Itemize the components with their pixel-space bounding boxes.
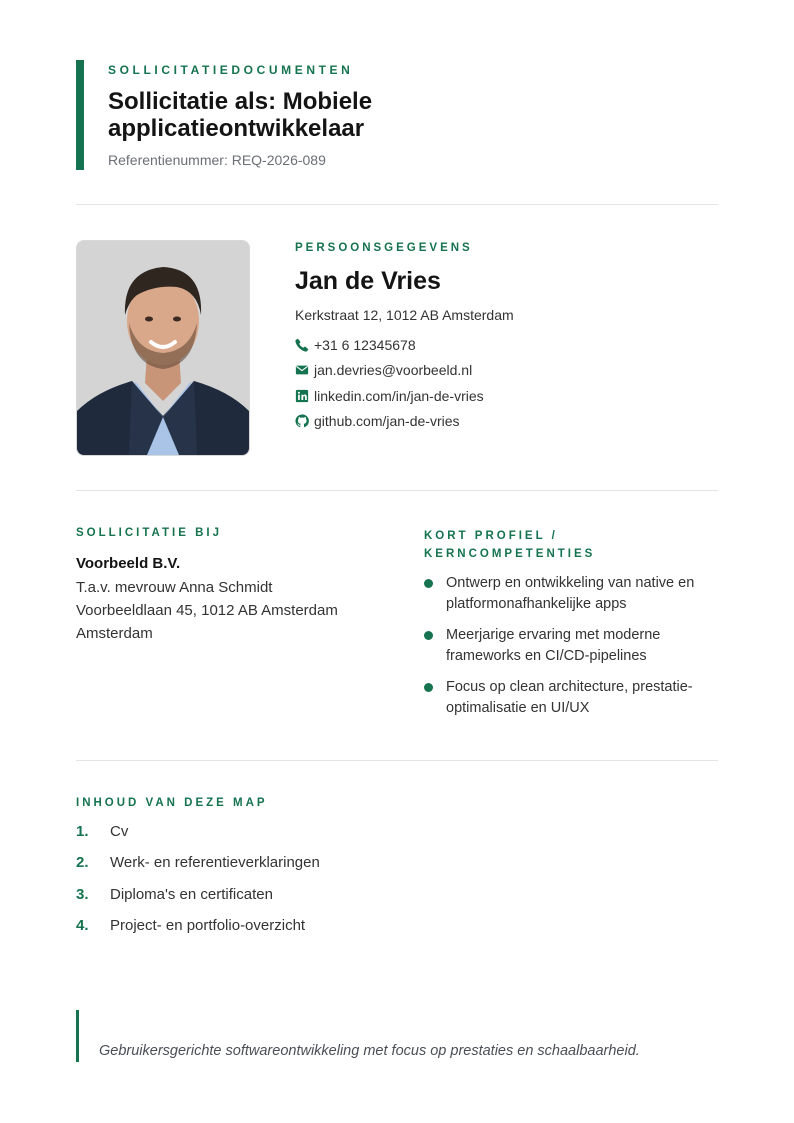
phone-icon (295, 338, 309, 352)
list-item (424, 677, 718, 719)
list-item (76, 886, 716, 917)
competency-text: Meerjarige ervaring met moderne frameworks en CI/CD-pipelines (446, 627, 661, 664)
list-item (76, 823, 716, 854)
github-text: github.com/jan-de-vries (314, 413, 460, 430)
quote-text: Gebruikersgerichte softwareontwikkeling met focus op prestaties en schaalbaarheid. (99, 1043, 640, 1059)
contact-list (295, 332, 715, 434)
document-title: Sollicitatie als: Mobiele applicatieontwikkelaar (108, 88, 373, 142)
personal-heading: PERSOONSGEGEVENS (295, 242, 473, 254)
github-icon (295, 414, 309, 428)
profile-photo (76, 240, 250, 456)
item-text: Diploma's en certificaten (110, 885, 273, 903)
item-text: Werk- en referentieverklaringen (110, 854, 320, 872)
profile-section (424, 527, 718, 729)
email-text: jan.devries@voorbeeld.nl (314, 362, 473, 379)
bullet-icon (424, 683, 433, 692)
recipient-line: T.a.v. mevrouw Anna Schmidt (76, 579, 273, 596)
list-item (76, 917, 716, 948)
phone-text: +31 6 12345678 (314, 336, 416, 353)
item-number: 4. (76, 916, 89, 934)
divider (76, 760, 718, 761)
contact-email[interactable] (295, 358, 715, 384)
company-city-line: Amsterdam (76, 625, 153, 642)
contact-phone[interactable] (295, 332, 715, 358)
list-item (424, 573, 718, 615)
personal-details (295, 242, 715, 434)
application-heading: SOLLICITATIE BIJ (76, 527, 222, 539)
accent-bar (76, 60, 84, 170)
linkedin-icon (295, 389, 309, 403)
company-name: Voorbeeld B.V. (76, 555, 181, 572)
list-item (76, 854, 716, 885)
contents-list (76, 823, 716, 948)
item-text: Cv (110, 823, 129, 840)
closing-quote (76, 1010, 716, 1062)
contents-section (76, 797, 716, 948)
linkedin-text: linkedin.com/in/jan-de-vries (314, 387, 484, 404)
contact-github[interactable] (295, 409, 715, 435)
competency-text: Focus op clean architecture, prestatie-optimalisatie en UI/UX (446, 679, 693, 716)
contact-linkedin[interactable] (295, 383, 715, 409)
header-eyebrow: SOLLICITATIEDOCUMENTEN (108, 63, 354, 77)
application-section (76, 527, 376, 645)
item-number: 3. (76, 885, 89, 903)
divider (76, 204, 718, 205)
quote-bar (76, 1010, 79, 1062)
envelope-icon (295, 363, 309, 377)
item-text: Project- en portfolio-overzicht (110, 916, 306, 934)
contents-heading: INHOUD VAN DEZE MAP (76, 797, 268, 809)
item-number: 2. (76, 854, 89, 872)
list-item (424, 625, 718, 667)
company-address-line: Voorbeeldlaan 45, 1012 AB Amsterdam (76, 602, 338, 619)
bullet-icon (424, 579, 433, 588)
profile-heading: KORT PROFIEL / KERNCOMPETENTIES (424, 530, 596, 560)
applicant-name: Jan de Vries (295, 267, 441, 295)
item-number: 1. (76, 823, 89, 840)
competency-text: Ontwerp en ontwikkeling van native en platformonafhankelijke apps (446, 575, 695, 612)
competency-list (424, 573, 718, 719)
divider (76, 490, 718, 491)
bullet-icon (424, 631, 433, 640)
document-header (76, 60, 716, 170)
address: Kerkstraat 12, 1012 AB Amsterdam (295, 307, 514, 323)
reference-number: Referentienummer: REQ-2026-089 (108, 152, 326, 168)
